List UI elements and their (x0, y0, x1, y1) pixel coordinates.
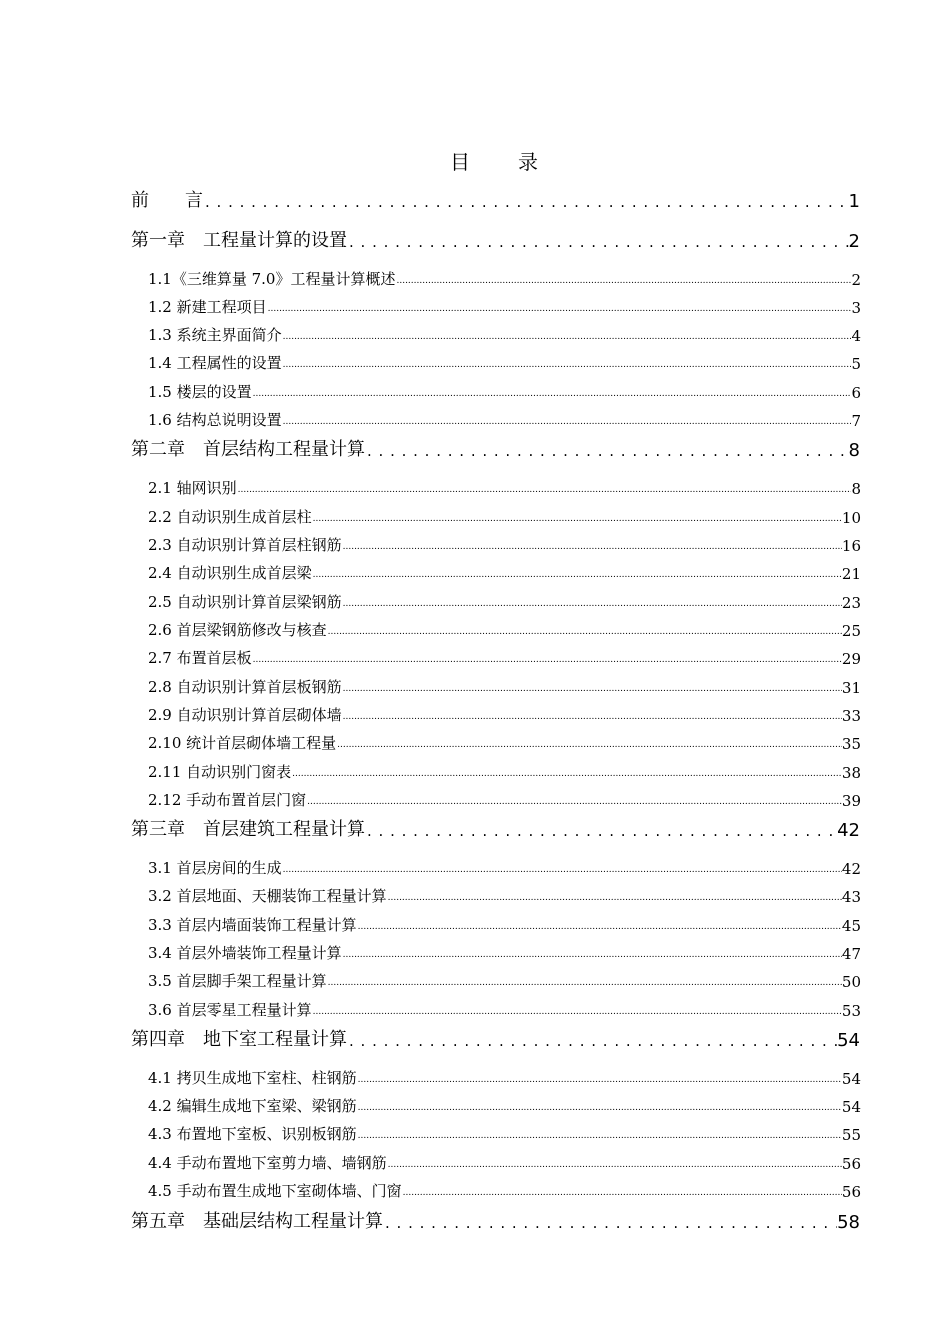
toc-section-entry[interactable] (148, 533, 861, 555)
toc-page-number: 45 (841, 917, 861, 935)
toc-section-entry[interactable] (148, 856, 861, 878)
toc-page-number: 31 (841, 679, 861, 697)
toc-dot-leader (365, 815, 837, 841)
toc-page-number: 54 (837, 1030, 860, 1051)
toc-entry-label: 1.4 工程属性的设置 (148, 354, 282, 372)
toc-dot-leader (395, 267, 851, 289)
toc-page-number: 8 (848, 440, 860, 461)
toc-section-entry[interactable] (148, 1122, 861, 1144)
toc-page-number: 42 (841, 860, 861, 878)
toc-section-entry[interactable] (148, 941, 861, 963)
toc-page-number: 8 (851, 480, 861, 498)
toc-entry-label: 2.4 自动识别生成首层梁 (148, 564, 312, 582)
toc-title (0, 146, 950, 175)
toc-entry-label: 4.4 手动布置地下室剪力墙、墙钢筋 (148, 1154, 387, 1172)
toc-page-number: 39 (841, 792, 861, 810)
toc-section-entry[interactable] (148, 675, 861, 697)
toc-section-entry[interactable] (148, 476, 861, 498)
toc-dot-leader (312, 505, 842, 527)
toc-section-entry[interactable] (148, 380, 861, 402)
toc-page-number: 50 (841, 973, 861, 991)
toc-entry-label: 2.10 统计首层砌体墙工程量 (148, 734, 337, 752)
toc-page-number: 4 (851, 327, 861, 345)
toc-dot-leader (387, 884, 842, 906)
toc-section-entry[interactable] (148, 561, 861, 583)
toc-page-number: 23 (841, 594, 861, 612)
toc-chapter-entry[interactable] (131, 186, 860, 212)
toc-dot-leader (365, 435, 849, 461)
toc-section-entry[interactable] (148, 295, 861, 317)
toc-entry-label: 第一章 工程量计算的设置 (131, 230, 347, 251)
toc-page-number: 55 (841, 1126, 861, 1144)
toc-dot-leader (267, 295, 852, 317)
toc-page-number: 56 (841, 1183, 861, 1201)
toc-page-number: 6 (851, 384, 861, 402)
toc-section-entry[interactable] (148, 590, 861, 612)
toc-dot-leader (383, 1207, 837, 1233)
toc-entry-label: 第五章 基础层结构工程量计算 (131, 1211, 383, 1232)
toc-section-entry[interactable] (148, 760, 861, 782)
toc-chapter-entry[interactable] (131, 1207, 860, 1233)
toc-page-number: 16 (841, 537, 861, 555)
toc-section-entry[interactable] (148, 1066, 861, 1088)
toc-dot-leader (387, 1151, 842, 1173)
toc-page-number: 33 (841, 707, 861, 725)
toc-dot-leader (252, 646, 842, 668)
toc-entry-label: 第三章 首层建筑工程量计算 (131, 819, 365, 840)
toc-chapter-entry[interactable] (131, 1025, 860, 1051)
toc-entry-label: 3.5 首层脚手架工程量计算 (148, 972, 327, 990)
toc-dot-leader (312, 561, 842, 583)
toc-entry-label: 4.3 布置地下室板、识别板钢筋 (148, 1125, 357, 1143)
toc-page-number: 42 (837, 820, 860, 841)
toc-entry-label: 4.2 编辑生成地下室梁、梁钢筋 (148, 1097, 357, 1115)
toc-dot-leader (336, 731, 842, 753)
toc-section-entry[interactable] (148, 618, 861, 640)
toc-entry-label: 3.6 首层零星工程量计算 (148, 1001, 312, 1019)
toc-page-number: 58 (837, 1212, 860, 1233)
toc-section-entry[interactable] (148, 1179, 861, 1201)
toc-dot-leader (342, 675, 842, 697)
toc-dot-leader (327, 969, 842, 991)
toc-page-number: 5 (851, 355, 861, 373)
toc-dot-leader (342, 703, 842, 725)
toc-dot-leader (402, 1179, 842, 1201)
toc-entry-label: 3.1 首层房间的生成 (148, 859, 282, 877)
toc-section-entry[interactable] (148, 788, 861, 810)
toc-entry-label: 第四章 地下室工程量计算 (131, 1029, 347, 1050)
toc-section-entry[interactable] (148, 408, 861, 430)
toc-page-number: 21 (841, 565, 861, 583)
toc-dot-leader (357, 913, 842, 935)
toc-section-entry[interactable] (148, 351, 861, 373)
toc-entry-label: 1.6 结构总说明设置 (148, 411, 282, 429)
toc-page-number: 38 (841, 764, 861, 782)
toc-entry-label: 1.5 楼层的设置 (148, 383, 252, 401)
toc-page-number: 53 (841, 1002, 861, 1020)
toc-dot-leader (342, 590, 842, 612)
toc-entry-label: 3.3 首层内墙面装饰工程量计算 (148, 916, 357, 934)
toc-section-entry[interactable] (148, 913, 861, 935)
toc-section-entry[interactable] (148, 998, 861, 1020)
toc-dot-leader (306, 788, 842, 810)
toc-entry-label: 2.9 自动识别计算首层砌体墙 (148, 706, 342, 724)
toc-entry-label: 3.4 首层外墙装饰工程量计算 (148, 944, 342, 962)
toc-entry-label: 2.1 轴网识别 (148, 479, 237, 497)
toc-chapter-entry[interactable] (131, 815, 860, 841)
toc-page-number: 29 (841, 650, 861, 668)
toc-entry-label: 2.11 自动识别门窗表 (148, 763, 292, 781)
toc-page-number: 25 (841, 622, 861, 640)
toc-chapter-entry[interactable] (131, 226, 860, 252)
toc-page-number: 43 (841, 888, 861, 906)
toc-section-entry[interactable] (148, 1151, 861, 1173)
toc-entry-label: 2.7 布置首层板 (148, 649, 252, 667)
toc-page-number: 2 (851, 271, 861, 289)
toc-page-number: 47 (841, 945, 861, 963)
toc-page-number: 54 (841, 1070, 861, 1088)
toc-section-entry[interactable] (148, 703, 861, 725)
toc-entry-label: 第二章 首层结构工程量计算 (131, 439, 365, 460)
toc-entry-label: 2.12 手动布置首层门窗 (148, 791, 307, 809)
toc-dot-leader (203, 186, 849, 212)
toc-dot-leader (282, 856, 842, 878)
toc-chapter-entry[interactable] (131, 435, 860, 461)
toc-dot-leader (327, 618, 842, 640)
toc-entry-label: 2.8 自动识别计算首层板钢筋 (148, 678, 342, 696)
toc-entry-label: 1.3 系统主界面简介 (148, 326, 282, 344)
toc-section-entry[interactable] (148, 505, 861, 527)
toc-dot-leader (342, 941, 842, 963)
toc-dot-leader (282, 351, 852, 373)
toc-dot-leader (291, 760, 842, 782)
toc-dot-leader (282, 408, 852, 430)
toc-page-number: 1 (848, 191, 860, 212)
toc-page-number: 7 (851, 412, 861, 430)
toc-dot-leader (282, 323, 852, 345)
toc-page-number: 2 (848, 231, 860, 252)
toc-title-char: 录 (518, 150, 540, 174)
toc-dot-leader (252, 380, 852, 402)
toc-title-char: 目 (450, 150, 472, 174)
toc-section-entry[interactable] (148, 646, 861, 668)
toc-entry-label: 1.2 新建工程项目 (148, 298, 267, 316)
toc-page-number: 56 (841, 1155, 861, 1173)
toc-page-number: 3 (851, 299, 861, 317)
toc-entry-label: 前 言 (131, 190, 203, 211)
toc-entry-label: 2.5 自动识别计算首层梁钢筋 (148, 593, 342, 611)
toc-section-entry[interactable] (148, 1094, 861, 1116)
toc-section-entry[interactable] (148, 969, 861, 991)
toc-dot-leader (347, 1025, 837, 1051)
toc-section-entry[interactable] (148, 323, 861, 345)
toc-entry-label: 3.2 首层地面、天棚装饰工程量计算 (148, 887, 387, 905)
toc-dot-leader (312, 998, 842, 1020)
toc-section-entry[interactable] (148, 731, 861, 753)
toc-dot-leader (357, 1122, 842, 1144)
toc-dot-leader (237, 476, 852, 498)
toc-page-number: 10 (841, 509, 861, 527)
toc-section-entry[interactable] (148, 267, 861, 289)
toc-dot-leader (342, 533, 842, 555)
toc-page-number: 54 (841, 1098, 861, 1116)
toc-entry-label: 2.6 首层梁钢筋修改与核查 (148, 621, 327, 639)
toc-entry-label: 1.1《三维算量 7.0》工程量计算概述 (148, 270, 396, 288)
toc-dot-leader (357, 1094, 842, 1116)
toc-section-entry[interactable] (148, 884, 861, 906)
toc-entry-label: 4.1 拷贝生成地下室柱、柱钢筋 (148, 1069, 357, 1087)
toc-entry-label: 2.2 自动识别生成首层柱 (148, 508, 312, 526)
toc-dot-leader (347, 226, 849, 252)
toc-entry-label: 2.3 自动识别计算首层柱钢筋 (148, 536, 342, 554)
toc-page-number: 35 (841, 735, 861, 753)
toc-dot-leader (357, 1066, 842, 1088)
toc-entry-label: 4.5 手动布置生成地下室砌体墙、门窗 (148, 1182, 402, 1200)
